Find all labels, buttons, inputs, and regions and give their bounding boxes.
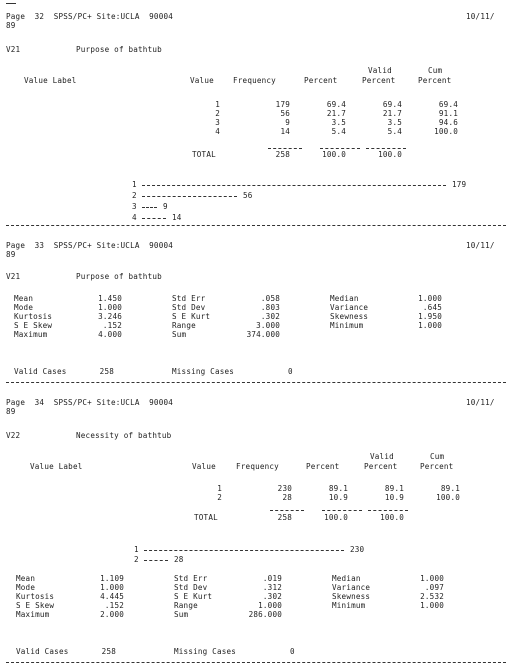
stat-label: Variance [330, 303, 369, 312]
col-percent: Percent [306, 462, 340, 471]
stat-value: 4.000 [98, 330, 122, 339]
missing-cases-label: Missing Cases [174, 647, 237, 656]
total-label: TOTAL [194, 513, 218, 522]
col-value: Value [190, 76, 214, 85]
hist-category: 2 [132, 191, 137, 200]
col-cum-percent: Percent [420, 462, 454, 471]
col-valid: Valid [370, 452, 394, 461]
valid-cases: 258 [101, 647, 116, 656]
row-value: 1 [217, 484, 222, 493]
stat-value: 2.532 [420, 592, 444, 601]
col-value-label: Value Label [24, 76, 77, 85]
hist-bar [142, 196, 237, 197]
stat-value: 374.000 [246, 330, 280, 339]
stat-label: Median [330, 294, 359, 303]
row-percent: 10.9 [328, 493, 348, 502]
stat-label: S E Skew [16, 601, 55, 610]
col-cum: Cum [428, 66, 443, 75]
col-value: Value [192, 462, 216, 471]
page-separator [6, 225, 506, 226]
stat-label: Range [172, 321, 196, 330]
hist-bar [142, 207, 157, 208]
hist-count: 9 [163, 202, 168, 211]
stat-label: Mode [14, 303, 34, 312]
page-header-34: Page 34 SPSS/PC+ Site:UCLA 90004 [6, 398, 174, 407]
stat-label: Std Err [172, 294, 206, 303]
hist-count: 230 [350, 545, 365, 554]
row-frequency: 14 [280, 127, 290, 136]
stat-value: 3.000 [256, 321, 280, 330]
stat-label: S E Kurt [172, 312, 211, 321]
page-header-33: Page 33 SPSS/PC+ Site:UCLA 90004 [6, 241, 174, 250]
variable-label: Purpose of bathtub [76, 272, 162, 281]
stat-label: S E Kurt [174, 592, 213, 601]
stat-label: Kurtosis [14, 312, 53, 321]
col-valid-percent: Percent [362, 76, 396, 85]
stat-value: 2.000 [100, 610, 124, 619]
row-cum-percent: 89.1 [440, 484, 460, 493]
row-cum-percent: 91.1 [438, 109, 458, 118]
row-value: 2 [217, 493, 222, 502]
print-year: 89 [6, 407, 16, 416]
stat-value: 1.450 [98, 294, 122, 303]
col-valid-percent: Percent [364, 462, 398, 471]
hist-bar [144, 550, 344, 551]
stat-value: .097 [424, 583, 444, 592]
col-frequency: Frequency [233, 76, 276, 85]
stat-label: Minimum [332, 601, 366, 610]
col-cum-percent: Percent [418, 76, 452, 85]
col-percent: Percent [304, 76, 338, 85]
total-label: TOTAL [192, 150, 216, 159]
col-valid: Valid [368, 66, 392, 75]
hist-bar [142, 185, 446, 186]
row-percent: 21.7 [326, 109, 346, 118]
stat-value: .152 [104, 601, 124, 610]
stat-value: 1.109 [100, 574, 124, 583]
variable-label: Purpose of bathtub [76, 45, 162, 54]
row-frequency: 28 [282, 493, 292, 502]
row-value: 2 [215, 109, 220, 118]
rule [366, 148, 406, 149]
valid-cases-label: Valid Cases [14, 367, 67, 376]
hist-category: 1 [134, 545, 139, 554]
rule [268, 148, 302, 149]
col-cum: Cum [430, 452, 445, 461]
row-percent: 3.5 [331, 118, 346, 127]
stat-value: .803 [260, 303, 280, 312]
stat-value: .152 [102, 321, 122, 330]
missing-cases: 0 [290, 647, 295, 656]
page-separator [6, 382, 506, 383]
stat-label: Skewness [330, 312, 369, 321]
stat-value: .302 [262, 592, 282, 601]
stat-label: Range [174, 601, 198, 610]
page-separator [6, 662, 506, 663]
hist-category: 2 [134, 554, 139, 564]
col-frequency: Frequency [236, 462, 279, 471]
hist-count: 179 [452, 180, 467, 189]
row-valid-percent: 21.7 [382, 109, 402, 118]
missing-cases-label: Missing Cases [172, 367, 235, 376]
stat-value: .302 [260, 312, 280, 321]
hist-bar [142, 218, 166, 219]
print-date: 10/11/ [466, 241, 495, 250]
col-value-label: Value Label [30, 462, 83, 471]
stat-value: 1.000 [258, 601, 282, 610]
stat-value: 4.445 [100, 592, 124, 601]
stat-value: 1.950 [418, 312, 442, 321]
hist-count: 14 [172, 213, 182, 222]
variable-name: V21 [6, 272, 21, 281]
row-cum-percent: 100.0 [434, 127, 458, 136]
stat-label: Median [332, 574, 361, 583]
stat-label: Maximum [14, 330, 48, 339]
row-valid-percent: 3.5 [387, 118, 402, 127]
print-date: 10/11/ [466, 398, 495, 407]
valid-cases-label: Valid Cases [16, 647, 69, 656]
stat-label: Std Dev [174, 583, 208, 592]
variable-label: Necessity of bathtub [76, 431, 172, 440]
stat-value: .019 [262, 574, 282, 583]
stat-label: Std Err [174, 574, 208, 583]
rule [322, 510, 362, 511]
row-percent: 69.4 [326, 100, 346, 109]
total-frequency: 258 [277, 513, 292, 522]
row-value: 3 [215, 118, 220, 127]
stat-value: .312 [262, 583, 282, 592]
row-frequency: 9 [285, 118, 290, 127]
hist-category: 3 [132, 202, 137, 211]
stat-value: .058 [260, 294, 280, 303]
stat-value: 1.000 [420, 574, 444, 583]
row-cum-percent: 94.6 [438, 118, 458, 127]
stat-label: Mean [16, 574, 36, 583]
stat-label: Std Dev [172, 303, 206, 312]
row-valid-percent: 5.4 [387, 127, 402, 136]
variable-name: V22 [6, 431, 21, 440]
stat-label: Kurtosis [16, 592, 55, 601]
stat-value: 1.000 [418, 294, 442, 303]
stat-value: 1.000 [420, 601, 444, 610]
stat-label: Sum [174, 610, 189, 619]
total-percent: 100.0 [324, 513, 348, 522]
stat-value: 3.246 [98, 312, 122, 321]
stat-label: Maximum [16, 610, 50, 619]
row-valid-percent: 69.4 [382, 100, 402, 109]
rule [368, 510, 408, 511]
valid-cases: 258 [99, 367, 114, 376]
stat-value: 1.000 [98, 303, 122, 312]
total-valid-percent: 100.0 [380, 513, 404, 522]
row-cum-percent: 69.4 [438, 100, 458, 109]
print-date: 10/11/ [466, 12, 495, 21]
hist-bar [144, 560, 168, 561]
missing-cases: 0 [288, 367, 293, 376]
stat-label: S E Skew [14, 321, 53, 330]
hist-count: 56 [243, 191, 253, 200]
variable-name: V21 [6, 45, 21, 54]
stat-value: 1.000 [418, 321, 442, 330]
row-valid-percent: 89.1 [384, 484, 404, 493]
row-value: 4 [215, 127, 220, 136]
hist-count: 28 [174, 554, 184, 564]
row-frequency: 56 [280, 109, 290, 118]
row-value: 1 [215, 100, 220, 109]
row-percent: 89.1 [328, 484, 348, 493]
row-valid-percent: 10.9 [384, 493, 404, 502]
row-frequency: 230 [277, 484, 292, 493]
hist-category: 1 [132, 180, 137, 189]
rule [320, 148, 360, 149]
stat-value: 1.000 [100, 583, 124, 592]
hist-category: 4 [132, 213, 137, 222]
print-year: 89 [6, 250, 16, 259]
total-frequency: 258 [275, 150, 290, 159]
total-percent: 100.0 [322, 150, 346, 159]
top-tick [6, 3, 16, 4]
total-valid-percent: 100.0 [378, 150, 402, 159]
row-percent: 5.4 [331, 127, 346, 136]
stat-label: Sum [172, 330, 187, 339]
stat-label: Mode [16, 583, 36, 592]
page-header-32: Page 32 SPSS/PC+ Site:UCLA 90004 [6, 12, 174, 21]
print-year: 89 [6, 21, 16, 30]
stat-label: Minimum [330, 321, 364, 330]
stat-label: Variance [332, 583, 371, 592]
stat-value: 286.000 [248, 610, 282, 619]
stat-label: Skewness [332, 592, 371, 601]
stat-value: .645 [422, 303, 442, 312]
row-cum-percent: 100.0 [436, 493, 460, 502]
stat-label: Mean [14, 294, 34, 303]
rule [270, 510, 304, 511]
row-frequency: 179 [275, 100, 290, 109]
